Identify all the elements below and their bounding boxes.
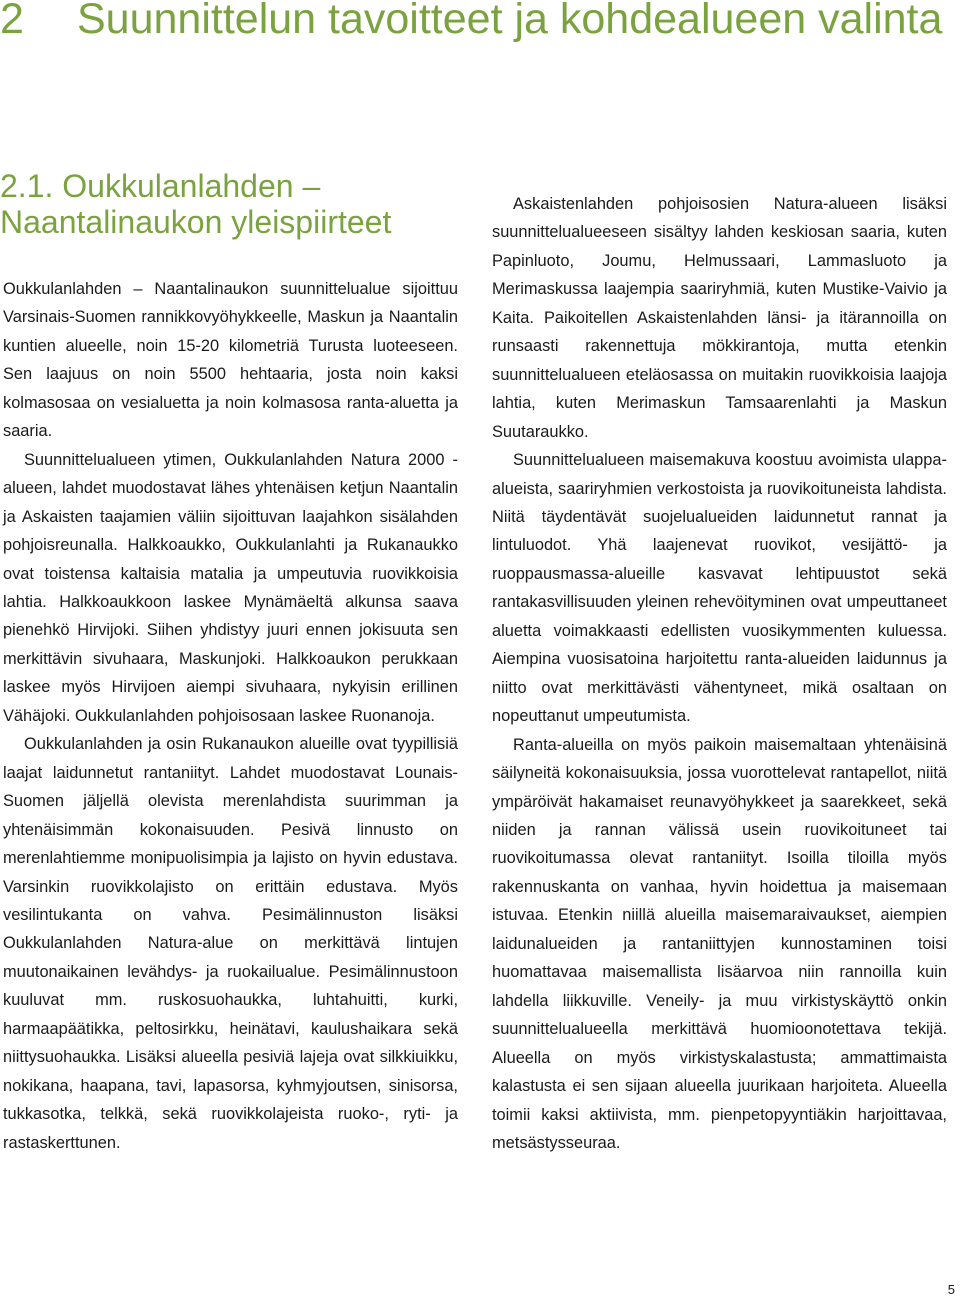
paragraph: Oukkulanlahden – Naantalinaukon suunnittelualue sijoittuu Varsinais-Suomen rannikkovyöhykkeelle, Maskun ja Naantalin kuntien alueelle, noin 15-20 kilometriä Turusta luoteeseen. Sen laajuus on noin 5500 hehtaaria, josta noin kaksi kolmasosaa on vesialuetta ja noin kolmasosa ranta-aluetta ja saaria. [3,280,458,441]
chapter-title [0,0,950,46]
paragraph: Oukkulanlahden ja osin Rukanaukon alueille ovat tyypillisiä laajat laidunnetut rantaniityt. Lahdet muodostavat Lounais-Suomen jäljellä olevista merenlahdista suurimman ja yhtenäisimmän kokonaisuuden. Pesivä linnusto on merenlahtiemme monipuolisimpia ja lajisto on hyvin edustava. Varsinkin ruovikkolajisto on erittäin edustava. Myös vesilintukanta on vahva. Pesimälinnuston lisäksi Oukkulanlahden Natura-alue on merkittävä lintujen muutonaikainen levähdys- ja ruokailualue. Pesimälinnustoon kuuluvat mm. ruskosuohaukka, luhtahuitti, kurki, harmaapäätikka, peltosirkku, heinätavi, kaulushaikara sekä niittysuohaukka. Lisäksi alueella pesiviä lajeja ovat silkkiuikku, nokikana, haapana, tavi, lapasorsa, kyhmyjoutsen, sinisorsa, tukkasotka, telkkä, sekä ruovikkolajeista ruoko-, ryti- ja rastaskerttunen. [3,735,458,1152]
paragraph: Askaistenlahden pohjoisosien Natura-alueen lisäksi suunnittelualueeseen sisältyy lahden keskiosan saaria, kuten Papinluoto, Joumu, Helmussaari, Lammasluoto ja Merimaskussa laajempia saariryhmiä, kuten Mustike-Vaivio ja Kaita. Paikoitellen Askaistenlahden länsi- ja itärannoilla on runsaasti rakennettuja mökkirantoja, mutta etenkin suunnittelualueen eteläosassa on muitakin ruovikkoisia laajoja lahtia, kuten Merimaskun Tamsaarenlahti ja Maskun Suutaraukko. [492,195,947,441]
chapter-number: 2 [0,0,24,43]
paragraph: Suunnittelualueen maisemakuva koostuu avoimista ulappa-alueista, saariryhmien verkostoista ja ruovikoituneista lahdista. Niitä täydentävät suojelualueiden laidunnetut rannat ja lintuluodot. Yhä laajenevat ruovikot, vesijättö- ja ruoppausmassa-alueille kasvavat lehtipuustot sekä rantakasvillisuuden yleinen rehevöityminen ovat umpeuttaneet aluetta voimakkaasti edellisten vuosikymmenten kuluessa. Aiempina vuosisatoina harjoitettu ranta-alueiden laidunnus ja niitto ovat merkittävästi vähentyneet, mikä osaltaan on nopeuttanut umpeutumista. [492,451,947,726]
section-title: 2.1. Oukkulanlahden – Naantalinaukon yleispiirteet [0,168,392,240]
paragraph: Suunnittelualueen ytimen, Oukkulanlahden Natura 2000 -alueen, lahdet muodostavat lähes yhtenäisen ketjun Naantalin ja Askaisten taajamien väliin sijoittuvan laajahkon sisälahden pohjoisreunalla. Halkkoaukko, Oukkulanlahti ja Rukanaukko ovat toistensa kaltaisia matalia ja umpeutuvia ruovikkoisia lahtia. Halkkoaukkoon laskee Mynämäeltä alkunsa saava pienehkö Hirvijoki. Siihen yhdistyy juuri ennen jokisuuta sen merkittävin sivuhaara, Maskunjoki. Halkkoaukon perukkaan laskee myös Hirvijoen aiempi sivuhaara, nykyisin erillinen Vähäjoki. Oukkulanlahden pohjoisosaan laskee Ruonanoja. [3,450,458,725]
chapter-title-text: Suunnittelun tavoitteet ja kohdealueen valinta [77,0,943,43]
page-number: 5 [947,1282,955,1297]
left-text-column [3,275,458,1157]
paragraph: Ranta-alueilla on myös paikoin maisemaltaan yhtenäisinä säilyneitä kokonaisuuksia, jossa vuorottelevat rantapellot, niitä ympäröivät hakamaiset reunavyöhykkeet ja saarekkeet, sekä niiden ja rannan välissä usein ruovikoituneet tai ruovikoitumassa olevat rantaniityt. Isoilla tiloilla myös rakennuskanta on vanhaa, hyvin hoidettua ja maisemaan istuvaa. Etenkin niillä alueilla maisemaraivaukset, aiempien laidunalueiden ja rantaniittyjen kunnostaminen toisi huomattavaa maisemallista lisäarvoa niin rannoilla kuin lahdella liikkuville. Veneily- ja muu virkistyskäyttö onkin suunnittelualueella merkittävä huomioonotettava tekijä. Alueella on myös virkistyskalastusta; ammattimaista kalastusta ei sen sijaan alueella juurikaan harjoiteta. Alueella toimii kaksi aktiivista, mm. pienpetopyyntiäkin harjoittavaa, metsästysseuraa. [492,735,947,1152]
right-text-column [492,190,947,1157]
